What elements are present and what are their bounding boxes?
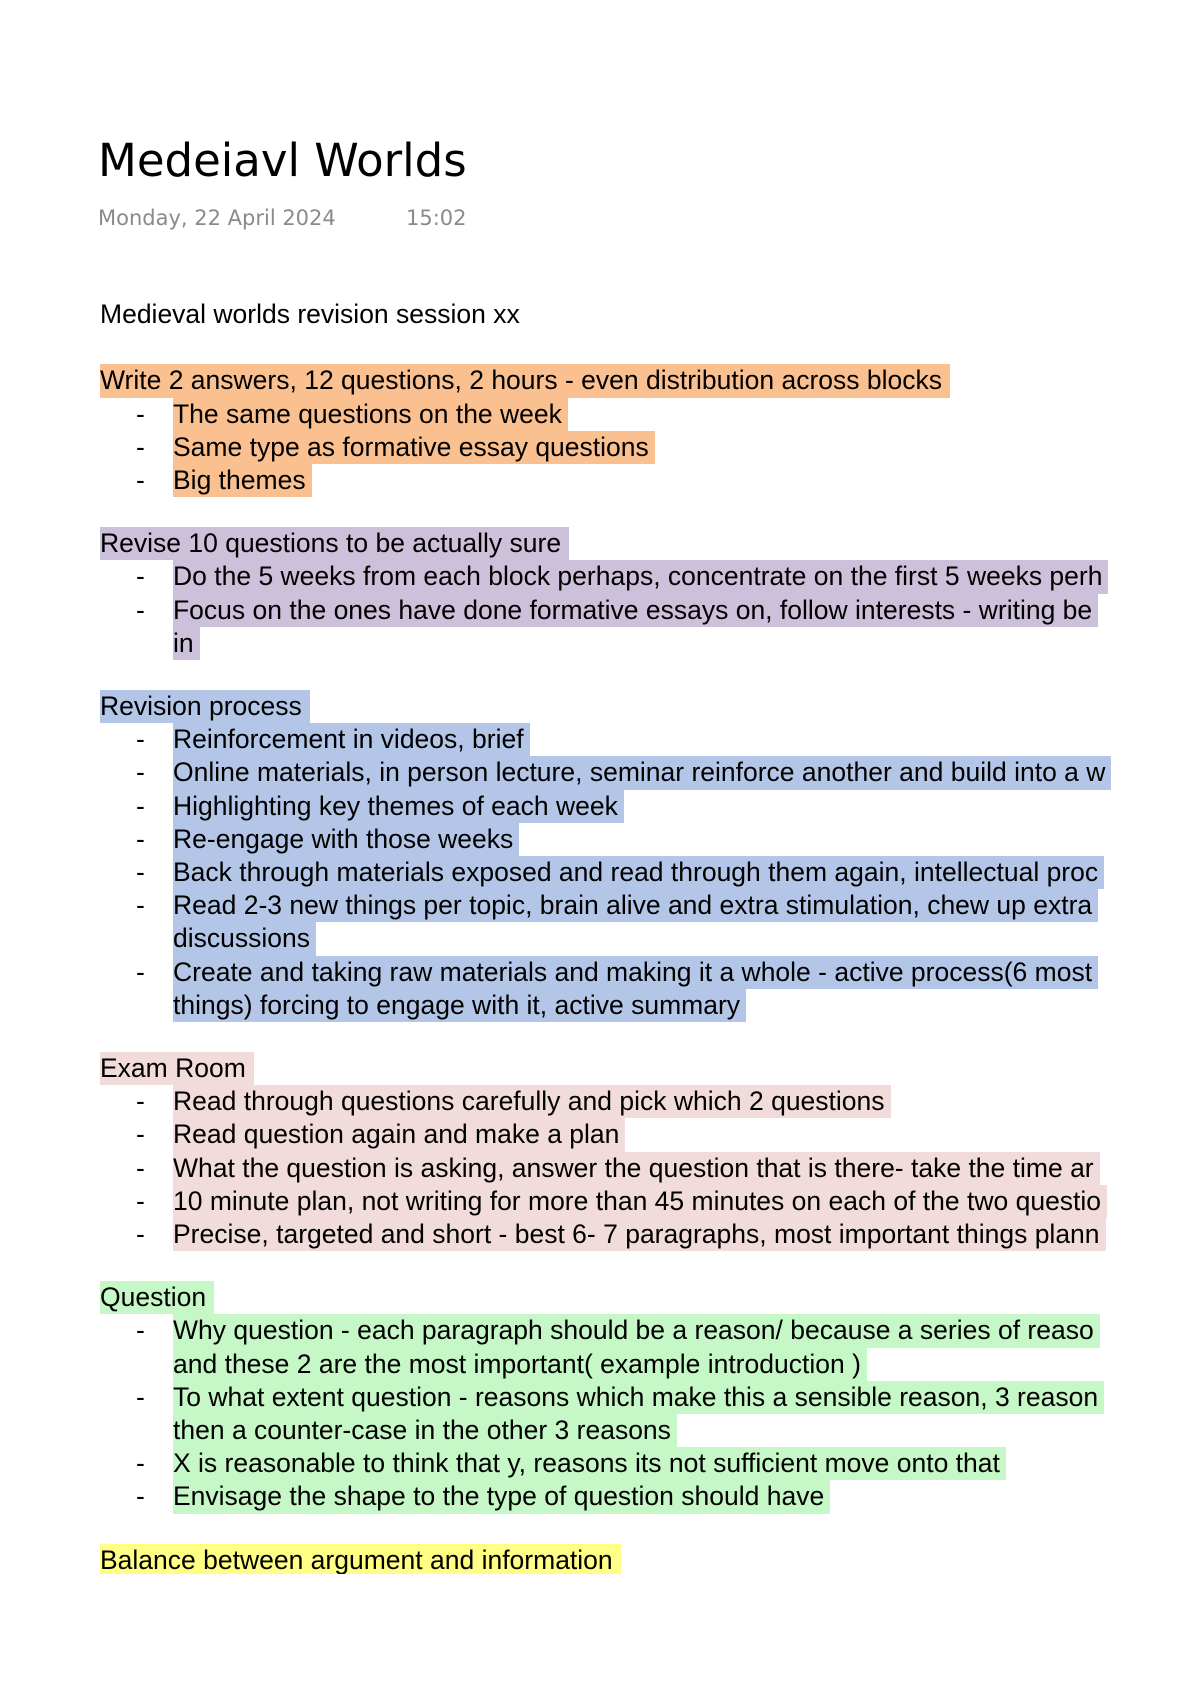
bullet-item xyxy=(100,1480,1200,1513)
bullet-item xyxy=(100,889,1200,955)
section-heading: Exam Room xyxy=(100,1052,254,1085)
section-heading: Question xyxy=(100,1281,214,1314)
bullet-dash: - xyxy=(136,1185,145,1216)
note-section xyxy=(100,527,1200,660)
bullet-item xyxy=(100,464,1200,497)
bullet-list xyxy=(100,723,1200,1022)
bullet-text: things) forcing to engage with it, active summary xyxy=(173,989,746,1022)
note-sections xyxy=(100,364,1200,1573)
bullet-dash: - xyxy=(136,594,145,625)
bullet-text: Online materials, in person lecture, seminar reinforce another and build into a w xyxy=(173,756,1111,789)
bullet-item xyxy=(100,823,1200,856)
section-heading: Write 2 answers, 12 questions, 2 hours - even distribution across blocks xyxy=(100,364,950,397)
section-heading: Balance between argument and information xyxy=(100,1544,621,1574)
bullet-text: and these 2 are the most important( example introduction ) xyxy=(173,1348,867,1381)
bullet-item xyxy=(100,560,1200,593)
note-section xyxy=(100,1281,1200,1513)
bullet-dash: - xyxy=(136,1152,145,1183)
bullet-item xyxy=(100,956,1200,1022)
bullet-text: Envisage the shape to the type of question should have xyxy=(173,1480,830,1513)
section-heading: Revision process xyxy=(100,690,310,723)
bullet-item xyxy=(100,1447,1200,1480)
bullet-item xyxy=(100,1085,1200,1118)
note-body xyxy=(100,298,1200,1604)
bullet-item xyxy=(100,1185,1200,1218)
bullet-dash: - xyxy=(136,757,145,788)
bullet-list xyxy=(100,1085,1200,1251)
bullet-dash: - xyxy=(136,890,145,921)
bullet-dash: - xyxy=(136,1481,145,1512)
bullet-dash: - xyxy=(136,398,145,429)
bullet-dash: - xyxy=(136,790,145,821)
note-section xyxy=(100,364,1200,497)
bullet-text: Same type as formative essay questions xyxy=(173,431,655,464)
bullet-text: Reinforcement in videos, brief xyxy=(173,723,530,756)
bullet-item xyxy=(100,790,1200,823)
bullet-text: Back through materials exposed and read through them again, intellectual proc xyxy=(173,856,1104,889)
bullet-text: To what extent question - reasons which make this a sensible reason, 3 reason xyxy=(173,1381,1104,1414)
bullet-text: What the question is asking, answer the question that is there- take the time ar xyxy=(173,1152,1100,1185)
note-date: Monday, 22 April 2024 xyxy=(98,206,336,230)
bullet-item xyxy=(100,398,1200,431)
note-section xyxy=(100,690,1200,1022)
bullet-text: Why question - each paragraph should be a reason/ because a series of reaso xyxy=(173,1314,1100,1347)
bullet-dash: - xyxy=(136,1448,145,1479)
bullet-dash: - xyxy=(136,1086,145,1117)
bullet-text: discussions xyxy=(173,922,316,955)
bullet-item xyxy=(100,723,1200,756)
bullet-item xyxy=(100,431,1200,464)
bullet-item xyxy=(100,1381,1200,1447)
bullet-dash: - xyxy=(136,956,145,987)
bullet-list xyxy=(100,1314,1200,1513)
bullet-text: 10 minute plan, not writing for more than 45 minutes on each of the two questio xyxy=(173,1185,1107,1218)
section-heading: Revise 10 questions to be actually sure xyxy=(100,527,569,560)
bullet-text: Create and taking raw materials and making it a whole - active process(6 most xyxy=(173,956,1098,989)
bullet-dash: - xyxy=(136,1219,145,1250)
bullet-list xyxy=(100,398,1200,498)
bullet-text: Read through questions carefully and pick which 2 questions xyxy=(173,1085,891,1118)
bullet-text: then a counter-case in the other 3 reasons xyxy=(173,1414,677,1447)
bullet-item xyxy=(100,1118,1200,1151)
bullet-item xyxy=(100,1152,1200,1185)
bullet-dash: - xyxy=(136,1315,145,1346)
bullet-list xyxy=(100,560,1200,660)
bullet-dash: - xyxy=(136,857,145,888)
note-time: 15:02 xyxy=(406,206,467,230)
intro-line: Medieval worlds revision session xx xyxy=(100,299,520,329)
bullet-dash: - xyxy=(136,465,145,495)
bullet-text: Highlighting key themes of each week xyxy=(173,790,624,823)
bullet-text: Do the 5 weeks from each block perhaps, concentrate on the first 5 weeks perh xyxy=(173,560,1108,593)
bullet-item xyxy=(100,1314,1200,1380)
bullet-text: Precise, targeted and short - best 6- 7 paragraphs, most important things plann xyxy=(173,1218,1106,1251)
bullet-dash: - xyxy=(136,431,145,462)
bullet-dash: - xyxy=(136,561,145,592)
page-title: Medeiavl Worlds xyxy=(98,134,467,187)
bullet-item xyxy=(100,594,1200,660)
bullet-dash: - xyxy=(136,1381,145,1412)
bullet-text: X is reasonable to think that y, reasons its not sufficient move onto that xyxy=(173,1447,1006,1480)
bullet-dash: - xyxy=(136,823,145,854)
bullet-text: in xyxy=(173,627,200,660)
bullet-text: The same questions on the week xyxy=(173,398,568,431)
bullet-text: Read 2-3 new things per topic, brain alive and extra stimulation, chew up extra xyxy=(173,889,1098,922)
bullet-item xyxy=(100,1218,1200,1251)
bullet-item xyxy=(100,756,1200,789)
bullet-item xyxy=(100,856,1200,889)
note-section xyxy=(100,1544,1200,1574)
bullet-text: Focus on the ones have done formative essays on, follow interests - writing be xyxy=(173,594,1098,627)
note-section xyxy=(100,1052,1200,1251)
bullet-dash: - xyxy=(136,724,145,755)
bullet-text: Read question again and make a plan xyxy=(173,1118,625,1151)
bullet-dash: - xyxy=(136,1119,145,1150)
bullet-text: Big themes xyxy=(173,464,312,497)
bullet-text: Re-engage with those weeks xyxy=(173,823,519,856)
